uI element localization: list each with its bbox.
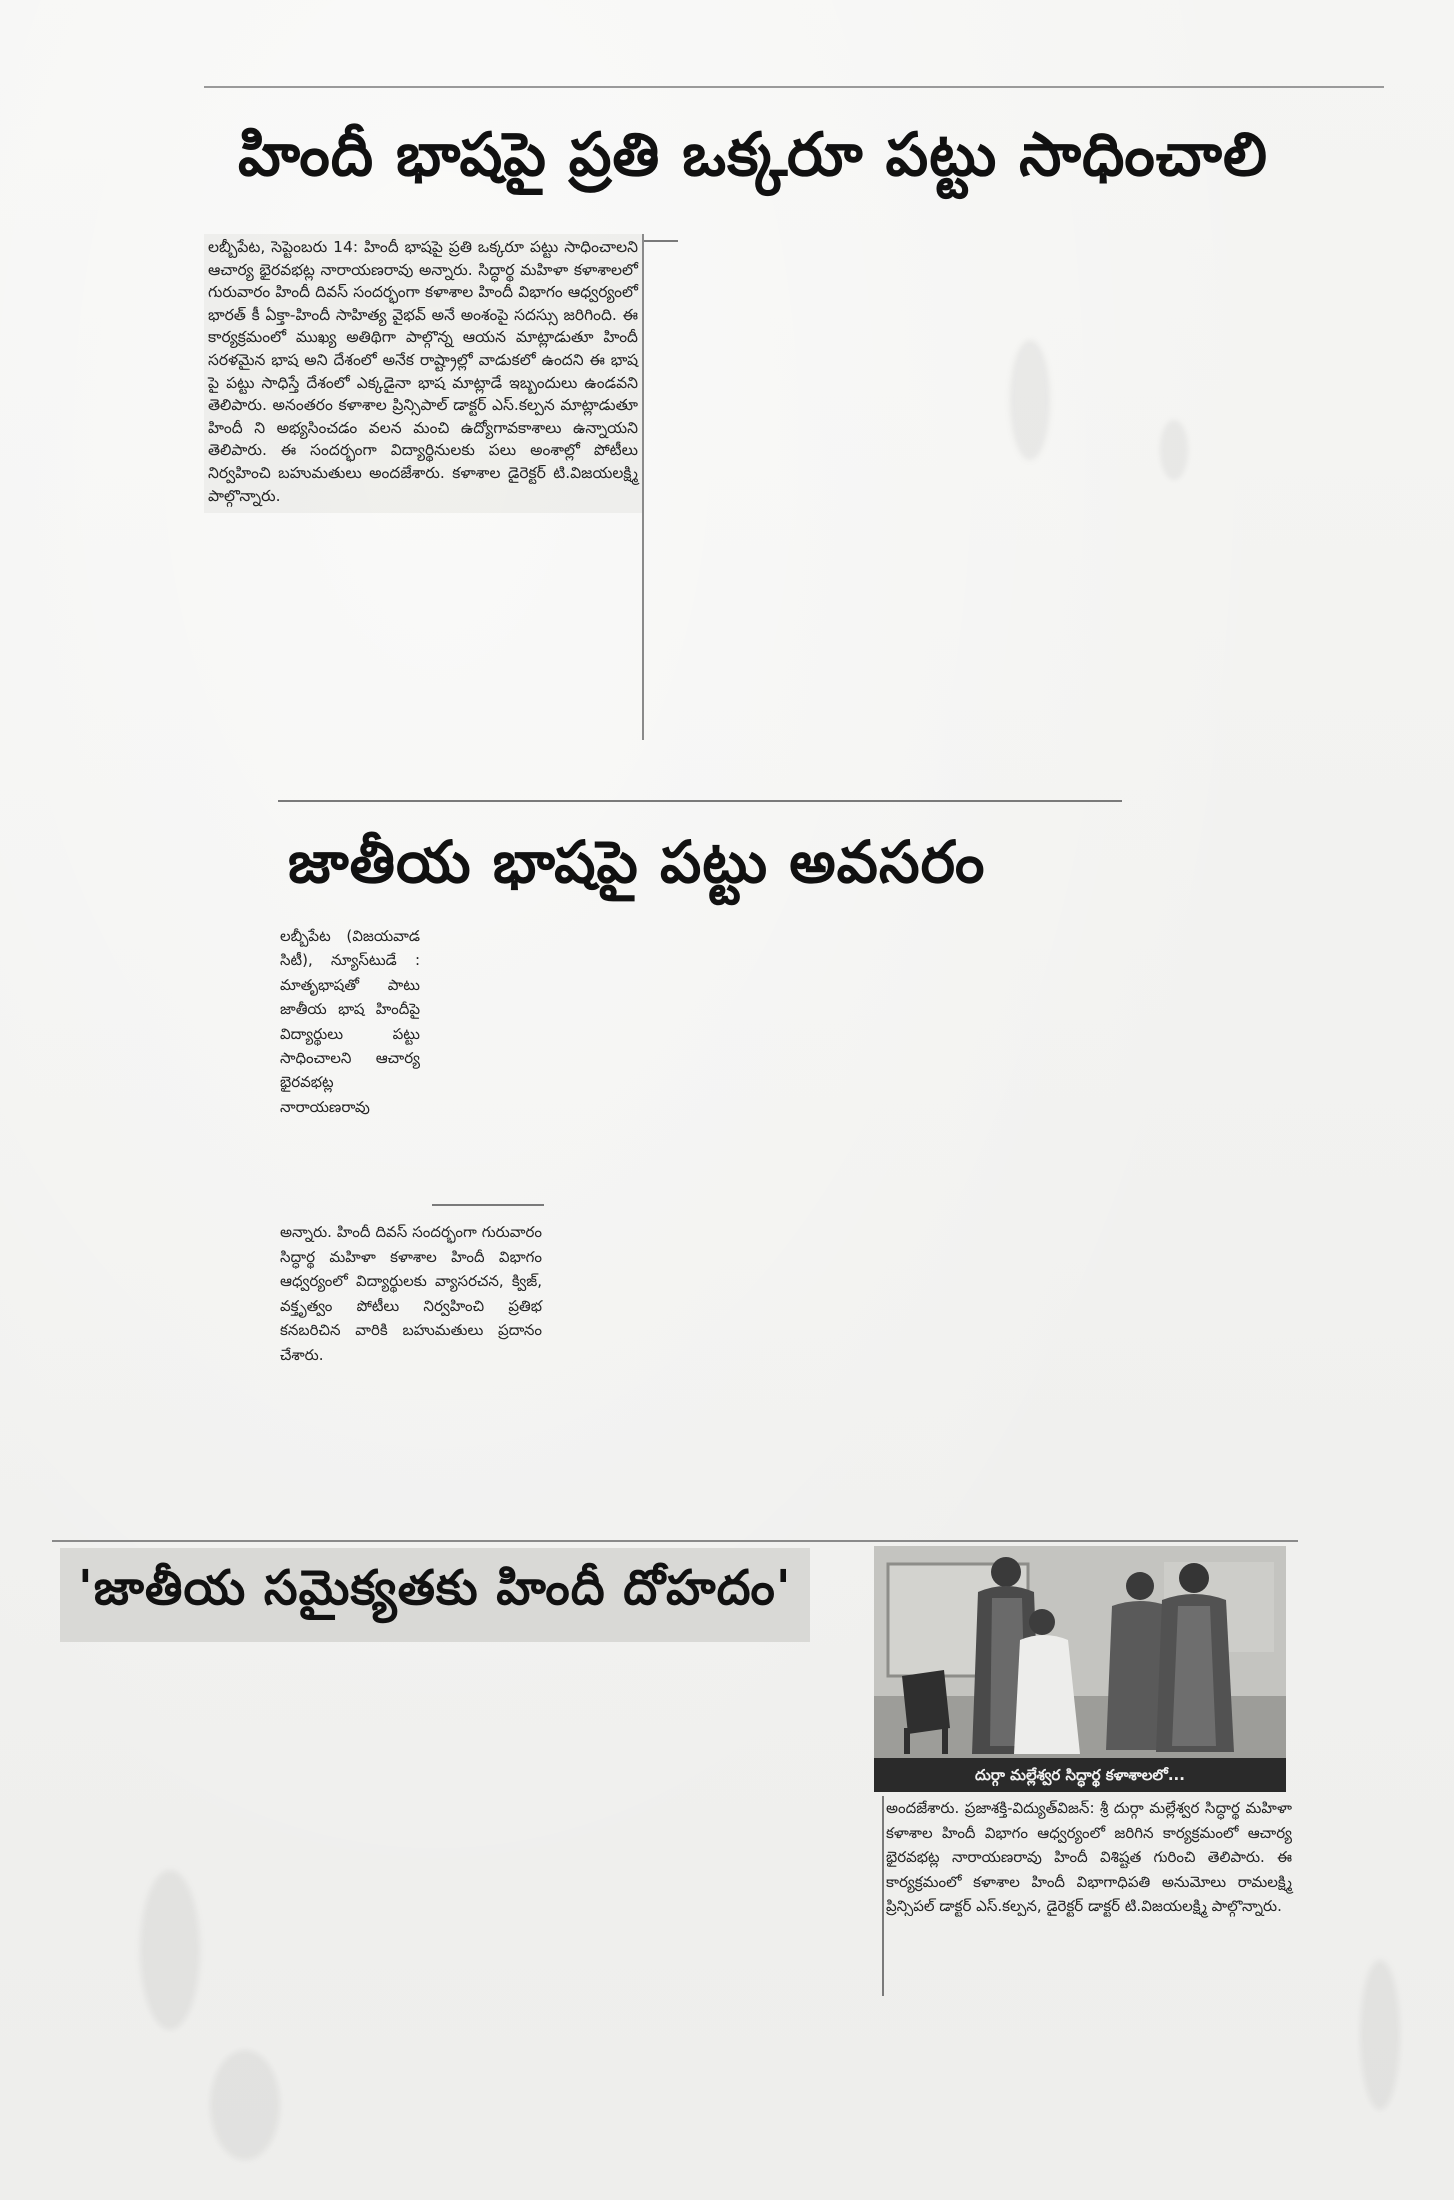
column-rule <box>432 1204 544 1206</box>
scan-smudge <box>140 1870 200 2030</box>
group-photo-image <box>874 1546 1286 1758</box>
scan-smudge <box>1010 340 1050 460</box>
column-rule <box>642 234 644 740</box>
column-tick <box>644 240 678 242</box>
article-3-photo <box>874 1546 1286 1758</box>
article-2-body-part-2: అన్నారు. హిందీ దివస్ సందర్భంగా గురువారం సిద్ధార్థ మహిళా కళాశాల హిందీ విభాగం ఆధ్వర్యంలో విద్యార్థులకు వ్యాసరచన, క్విజ్, వక్తృత్వం పోటీలు నిర్వహించి ప్రతిభ కనబరిచిన వారికి బహుమతులు ప్రదానం చేశారు. <box>280 1223 542 1364</box>
scan-smudge <box>1360 1960 1400 2110</box>
scan-smudge <box>1160 420 1188 480</box>
article-2-headline: జాతీయ భాషపై పట్టు అవసరం <box>288 828 986 896</box>
article-3-body: అందజేశారు. ప్రజాశక్తి-విద్యుత్‌విజన్: శ్రీ దుర్గా మల్లేశ్వర సిద్ధార్థ మహిళా కళాశాల హిందీ విభాగం ఆధ్వర్యంలో జరిగిన కార్యక్రమంలో ఆచార్య భైరవభట్ల నారాయణరావు హిందీ విశిష్టత గురించి తెలిపారు. ఈ కార్యక్రమంలో కళాశాల హిందీ విభాగాధిపతి అనుమోలు రామలక్ష్మి ప్రిన్సిపల్ డాక్టర్ ఎస్.కల్పన, డైరెక్టర్ డాక్టర్ టి.విజయలక్ష్మి పాల్గొన్నారు. <box>886 1799 1292 1916</box>
clipping-top-edge <box>52 1540 1298 1542</box>
article-1-body: లబ్బీపేట, సెప్టెంబరు 14: హిందీ భాషపై ప్రతి ఒక్కరూ పట్టు సాధించాలని ఆచార్య భైరవభట్ల నారాయణరావు అన్నారు. సిద్ధార్థ మహిళా కళాశాలలో గురువారం హిందీ దివస్ సందర్భంగా కళాశాల హిందీ విభాగం ఆధ్వర్యంలో భారత్ కీ ఏక్తా-హిందీ సాహిత్య వైభవ్ అనే అంశంపై సదస్సు జరిగింది. ఈ కార్యక్రమంలో ముఖ్య అతిథిగా పాల్గొన్న ఆయన మాట్లాడుతూ హిందీ సరళమైన భాష అని దేశంలో అనేక రాష్ట్రాల్లో వాడుకలో ఉందని ఈ భాష పై పట్టు సాధిస్తే దేశంలో ఎక్కడైనా భాష మాట్లాడే ఇబ్బందులు ఉండవని తెలిపారు. అనంతరం కళాశాల ప్రిన్సిపాల్ డాక్టర్ ఎస్.కల్పన మాట్లాడుతూ హిందీ ని అభ్యసించడం వలన మంచి ఉద్యోగావకాశాలు ఉన్నాయని తెలిపారు. ఈ సందర్భంగా విద్యార్థినులకు పలు అంశాల్లో పోటీలు నిర్వహించి బహుమతులు అందజేశారు. కళాశాల డైరెక్టర్ టి.విజయలక్ష్మి పాల్గొన్నారు. <box>204 234 642 513</box>
article-3-headline: 'జాతీయ సమైక్యతకు హిందీ దోహదం' <box>60 1548 810 1642</box>
clipping-top-edge <box>278 800 1122 802</box>
clipping-top-edge <box>204 86 1384 88</box>
photo-caption: దుర్గా మల్లేశ్వర సిద్ధార్థ కళాశాలలో... <box>874 1758 1286 1792</box>
scan-smudge <box>210 2050 280 2160</box>
article-1-headline: హిందీ భాషపై ప్రతి ఒక్కరూ పట్టు సాధించాలి <box>238 120 1268 190</box>
column-rule <box>882 1796 884 1996</box>
article-2-body-part-1: లబ్బీపేట (విజయవాడ సిటీ), న్యూస్‌టుడే : మాతృభాషతో పాటు జాతీయ భాష హిందీపై విద్యార్థులు పట్టు సాధించాలని ఆచార్య భైరవభట్ల నారాయణరావు <box>280 927 420 1116</box>
